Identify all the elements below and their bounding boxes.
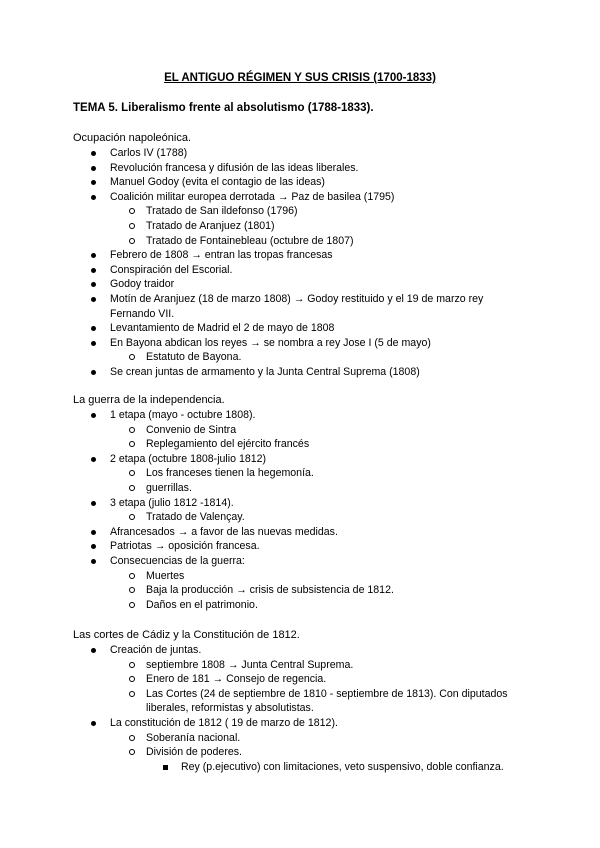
bullet-circle-icon [129, 427, 135, 433]
list-item [146, 204, 298, 219]
bullet-disc-icon [91, 166, 96, 171]
list-item [110, 161, 359, 176]
bullet-disc-icon [91, 559, 96, 564]
list-item-text: Manuel Godoy (evita el contagio de las ideas) [110, 176, 325, 189]
list-item-text: Consecuencias de la guerra: [110, 555, 245, 567]
bullet-disc-icon [91, 370, 96, 375]
list-item-text: Fernando VII. [110, 307, 175, 320]
list-item-text: Tratado de Fontainebleau (octubre de 1807) [146, 234, 354, 247]
list-item [146, 598, 258, 613]
list-item-text: Las Cortes (24 de septiembre de 1810 - septiembre de 1813). Con diputados [146, 687, 508, 700]
list-item [110, 321, 334, 336]
bullet-circle-icon [129, 208, 135, 214]
list-item-text: Muertes [146, 569, 185, 582]
list-item-text: Levantamiento de Madrid el 2 de mayo de 1808 [110, 322, 335, 335]
bullet-disc-icon [91, 648, 96, 653]
list-item [146, 437, 309, 452]
list-item-text: Estatuto de Bayona. [146, 351, 242, 364]
bullet-disc-icon [91, 457, 96, 462]
list-item-text: Soberanía nacional. [146, 731, 241, 744]
list-item [146, 466, 314, 481]
list-item [110, 496, 234, 511]
bullet-disc-icon [91, 282, 96, 287]
list-item-text: Daños en el patrimonio. [146, 598, 258, 611]
bullet-circle-icon [129, 749, 135, 755]
list-item-text: Revolución francesa y difusión de las ideas liberales. [110, 161, 359, 174]
list-item-text: 1 etapa (mayo - octubre 1808). [110, 409, 256, 421]
bullet-circle-icon [129, 602, 135, 608]
list-item-text: Febrero de 1808 → entran las tropas francesas [110, 249, 333, 262]
list-item [146, 569, 184, 584]
list-item-text: División de poderes. [146, 746, 242, 759]
list-item [110, 365, 420, 380]
list-item [110, 175, 325, 190]
section-title: Las cortes de Cádiz y la Constitución de 1812. [73, 629, 300, 641]
list-item [110, 643, 201, 658]
tema-heading: TEMA 5. Liberalismo frente al absolutismo (1788-1833). [73, 102, 374, 114]
list-item [146, 510, 245, 525]
bullet-disc-icon [91, 413, 96, 418]
list-item-text: Patriotas → oposición francesa. [110, 540, 260, 553]
list-item [110, 554, 245, 569]
list-item-text: Los franceses tienen la hegemonía. [146, 467, 314, 480]
list-item-text: 3 etapa (julio 1812 -1814). [110, 496, 234, 509]
bullet-circle-icon [129, 470, 135, 476]
list-item-text: Se crean juntas de armamento y la Junta Central Suprema (1808) [110, 366, 420, 378]
list-item-text: 2 etapa (octubre 1808-julio 1812) [110, 452, 267, 465]
list-item [110, 190, 394, 205]
bullet-circle-icon [129, 735, 135, 741]
list-item-text: Carlos IV (1788) [110, 147, 188, 159]
bullet-circle-icon [129, 354, 135, 360]
list-item-text: Tratado de Aranjuez (1801) [146, 220, 275, 232]
list-item [146, 701, 314, 716]
bullet-disc-icon [91, 195, 96, 200]
list-item-text: Rey (p.ejecutivo) con limitaciones, veto suspensivo, doble confianza. [181, 760, 504, 773]
list-item-text: Conspiración del Escorial. [110, 263, 233, 276]
list-item-text: Afrancesados → a favor de las nuevas medidas. [110, 525, 338, 538]
list-item-text: La constitución de 1812 ( 19 de marzo de 1812). [110, 717, 338, 729]
list-item-text: Creación de juntas. [110, 644, 202, 656]
bullet-square-icon [163, 765, 168, 770]
list-item-text: liberales, reformistas y absolutistas. [146, 702, 314, 715]
bullet-disc-icon [91, 544, 96, 549]
list-item [110, 525, 338, 540]
list-item [110, 336, 431, 351]
bullet-circle-icon [129, 587, 135, 593]
bullet-disc-icon [91, 341, 96, 346]
list-item-text: Convenio de Sintra [146, 423, 237, 436]
list-item [110, 248, 333, 263]
bullet-circle-icon [129, 573, 135, 579]
section-title: La guerra de la independencia. [73, 394, 225, 406]
bullet-disc-icon [91, 180, 96, 185]
bullet-disc-icon [91, 268, 96, 273]
list-item [110, 307, 174, 322]
list-item [110, 539, 260, 554]
bullet-circle-icon [129, 662, 135, 668]
list-item [146, 731, 240, 746]
list-item-text: Coalición militar europea derrotada → Paz de basilea (1795) [110, 190, 395, 203]
list-item-text: Baja la producción → crisis de subsistencia de 1812. [146, 584, 394, 597]
list-item [146, 219, 275, 234]
bullet-disc-icon [91, 721, 96, 726]
list-item [110, 292, 483, 307]
list-item [146, 658, 353, 673]
list-item-text: Tratado de Valençay. [146, 511, 245, 524]
list-item [146, 745, 242, 760]
bullet-circle-icon [129, 485, 135, 491]
list-item [146, 234, 354, 249]
list-item-text: Motín de Aranjuez (18 de marzo 1808) → Godoy restituido y el 19 de marzo rey [110, 293, 484, 305]
list-item-text: guerrillas. [146, 482, 192, 494]
bullet-circle-icon [129, 691, 135, 697]
bullet-disc-icon [91, 151, 96, 156]
list-item [110, 452, 266, 467]
bullet-disc-icon [91, 501, 96, 506]
list-item [110, 277, 174, 292]
list-item-text: septiembre 1808 → Junta Central Suprema. [146, 658, 354, 671]
list-item-text: En Bayona abdican los reyes → se nombra a rey Jose I (5 de mayo) [110, 336, 431, 349]
bullet-disc-icon [91, 326, 96, 331]
list-item [110, 146, 187, 161]
list-item-text: Replegamiento del ejército francés [146, 438, 310, 451]
list-item [110, 408, 255, 423]
list-item [146, 672, 326, 687]
list-item [146, 481, 192, 496]
bullet-circle-icon [129, 441, 135, 447]
list-item [146, 350, 241, 365]
list-item [146, 687, 508, 702]
list-item [110, 263, 232, 278]
bullet-disc-icon [91, 253, 96, 258]
list-item [181, 760, 504, 775]
page-title: EL ANTIGUO RÉGIMEN Y SUS CRISIS (1700-1833) [164, 72, 436, 84]
bullet-disc-icon [91, 530, 96, 535]
section-title: Ocupación napoleónica. [73, 132, 192, 144]
bullet-circle-icon [129, 223, 135, 229]
bullet-disc-icon [91, 297, 96, 302]
list-item [146, 583, 394, 598]
list-item [146, 423, 236, 438]
list-item-text: Enero de 181 → Consejo de regencia. [146, 673, 327, 686]
list-item [110, 716, 338, 731]
bullet-circle-icon [129, 238, 135, 244]
bullet-circle-icon [129, 514, 135, 520]
list-item-text: Tratado de San ildefonso (1796) [146, 205, 298, 218]
list-item-text: Godoy traidor [110, 278, 175, 291]
bullet-circle-icon [129, 676, 135, 682]
